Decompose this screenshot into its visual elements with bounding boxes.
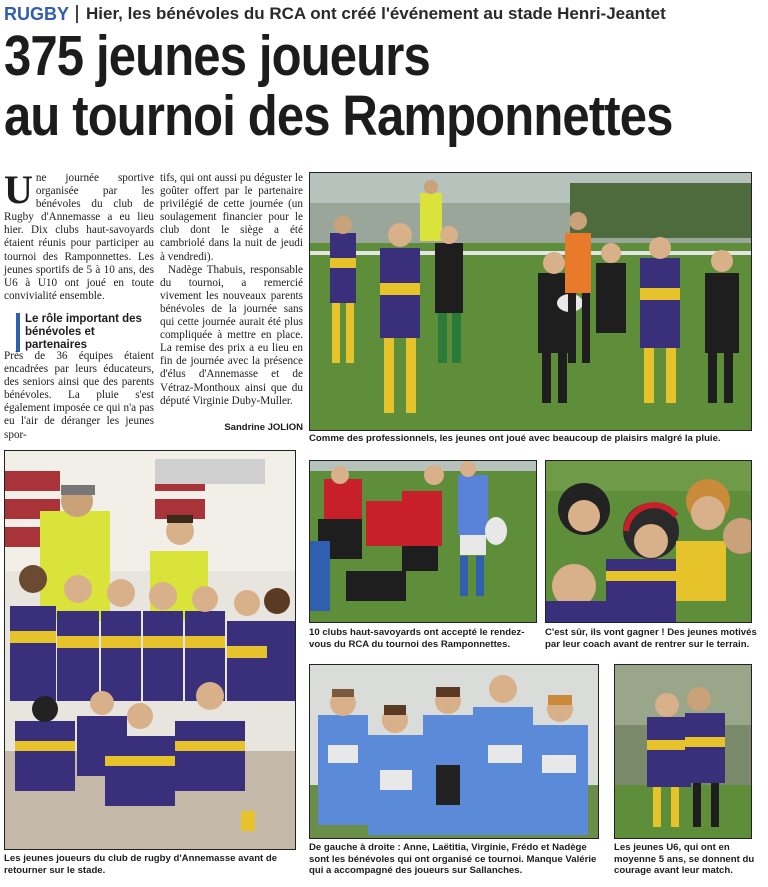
photo-match-image <box>310 173 752 431</box>
photo-helmets <box>545 460 752 623</box>
photo-helmets-image <box>546 461 752 623</box>
photo-team-image <box>5 451 296 850</box>
headline-line-1: 375 jeunes joueurs <box>4 24 430 88</box>
photo-u6-image <box>615 665 752 839</box>
caption-photo-u6: Les jeunes U6, qui ont en moyenne 5 ans, se donnent du courage avant leur match. <box>614 842 755 877</box>
photo-team <box>4 450 296 850</box>
kicker-text: Hier, les bénévoles du RCA ont créé l'événement au stade Henri-Jeantet <box>86 4 666 23</box>
article-paragraph: Nadège Thabuis, responsable du tournoi, a remercié vivement les nouveaux parents bénévoles de la journée sans qui cette journée aurait été plus compliquée à mettre en place. La remise des prix a eu lieu en fin de journée avec la présence d'élus d'Annemasse et de Vétraz-Monthoux ainsi que du député Virginie Duby-Muller. <box>160 263 303 407</box>
caption-photo-volunteers: De gauche à droite : Anne, Laëtitia, Virginie, Frédo et Nadège sont les bénévoles qui ont organisé ce tournoi. Manque Valérie qui a accompagné des joueurs sur Sallanches. <box>309 842 597 877</box>
section-label: RUGBY <box>4 3 70 24</box>
kicker <box>4 3 666 25</box>
article-column-1b <box>4 350 154 442</box>
article-paragraph <box>4 167 154 303</box>
photo-scrum <box>309 460 537 623</box>
headline-line-2: au tournoi des Ramponnettes <box>4 84 673 148</box>
author-signature: Sandrine JOLION <box>224 422 303 433</box>
photo-match <box>309 172 752 431</box>
headline <box>4 26 765 146</box>
photo-volunteers <box>309 664 599 839</box>
article-column-2 <box>160 172 303 408</box>
caption-photo-team: Les jeunes joueurs du club de rugby d'Annemasse avant de retourner sur le stade. <box>4 853 278 876</box>
kicker-divider <box>76 5 78 23</box>
photo-u6 <box>614 664 752 839</box>
caption-photo-scrum: 10 clubs haut-savoyards ont accepté le rendez-vous du RCA du tournoi des Ramponnettes. <box>309 627 525 650</box>
article-paragraph: tifs, qui ont aussi pu déguster le goûter offert par le partenaire privilégié de cette journée (un soulagement financier pour le club dont le siège a été cambriolé dans la nuit de jeudi à vendredi). <box>160 172 303 263</box>
photo-scrum-image <box>310 461 537 623</box>
article-paragraph: Près de 36 équipes étaient encadrées par leurs éducateurs, des seniors ainsi que des parents bénévoles. La pluie s'est également imposée ce qui n'a pas eu l'air de déranger les jeunes spor- <box>4 350 154 441</box>
article-text: ne journée sportive organisée par les bénévoles du club de Rugby d'Annemasse a eu lieu hier. Dix clubs haut-savoyards étaient réunis pour participer au tournoi des Ramponnettes. Les jeunes sportifs de 5 à 10 ans, des U6 à U10 ont joué en toute convivialité ensemble. <box>4 172 154 302</box>
drop-cap: U <box>4 167 33 212</box>
photo-volunteers-image <box>310 665 599 839</box>
article-subhead: Le rôle important des bénévoles et partenaires <box>16 313 159 352</box>
caption-photo-match: Comme des professionnels, les jeunes ont joué avec beaucoup de plaisirs malgré la pluie. <box>309 433 721 444</box>
article-column-1 <box>4 167 154 303</box>
caption-photo-helmets: C'est sûr, ils vont gagner ! Des jeunes motivés par leur coach avant de rentrer sur le terrain. <box>545 627 757 650</box>
